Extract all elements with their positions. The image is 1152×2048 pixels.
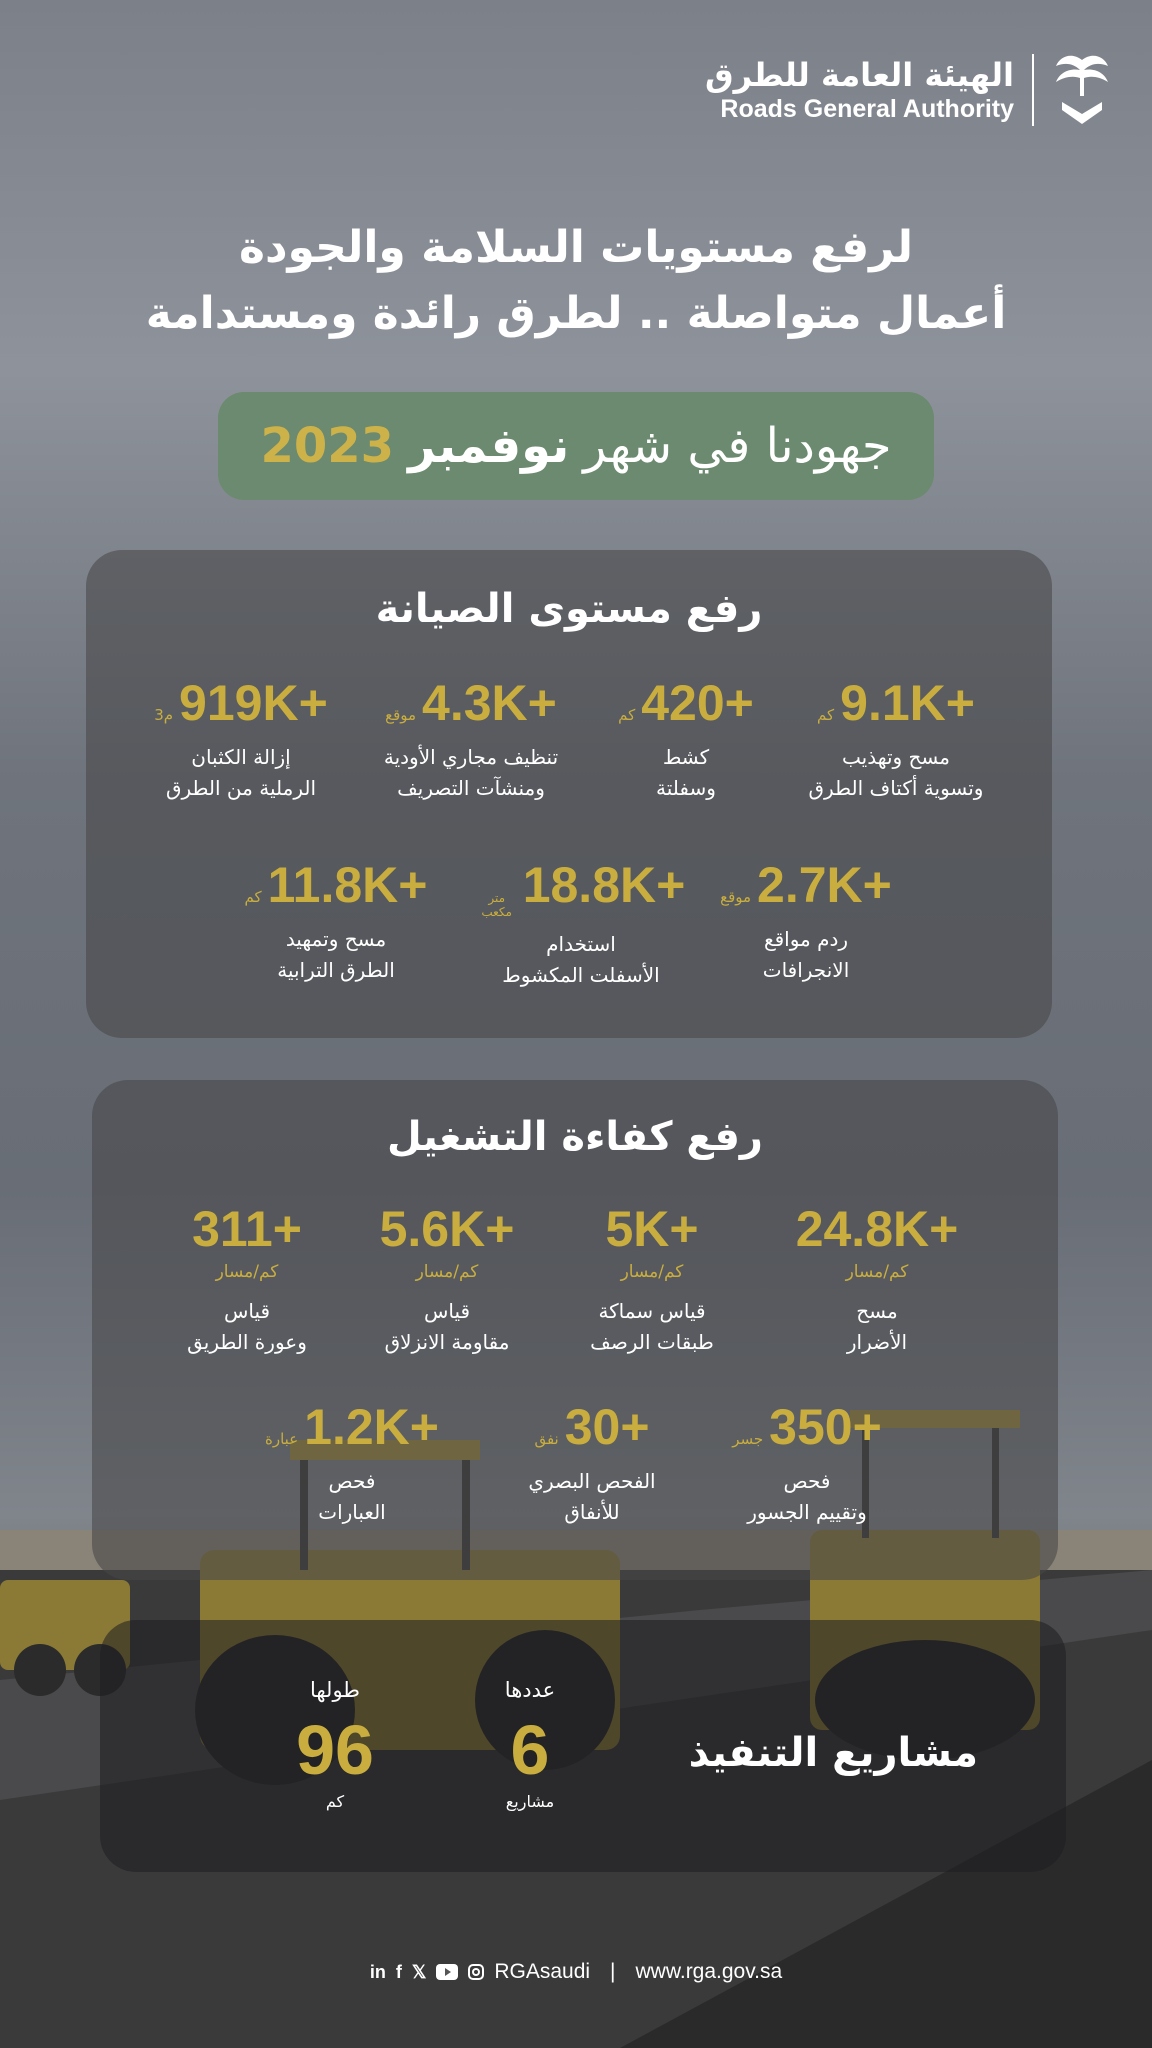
org-name-english: Roads General Authority — [720, 95, 1014, 123]
operations-stat: 24.8K+ كم/مسار مسح الأضرار — [795, 1201, 959, 1354]
projects-count-unit: مشاريع — [505, 1792, 555, 1811]
operations-stat: 5.6K+ كم/مسار قياس مقاومة الانزلاق — [379, 1201, 515, 1354]
x-icon[interactable]: 𝕏 — [411, 1961, 427, 1982]
authority-logo — [705, 52, 1112, 128]
maintenance-stat: كم 11.8K+ مسح وتمهيد الطرق الترابية — [244, 857, 428, 982]
maintenance-stat: موقع 4.3K+ تنظيف مجاري الأودية ومنشآت التصريف — [383, 675, 559, 800]
footer-separator: | — [610, 1960, 616, 1983]
projects-length-value: 96 — [296, 1711, 374, 1789]
operations-panel — [92, 1080, 1058, 1580]
org-name-arabic: الهيئة العامة للطرق — [705, 56, 1014, 94]
headline-line-1: لرفع مستويات السلامة والجودة — [238, 222, 914, 273]
maintenance-panel — [86, 550, 1052, 1038]
youtube-icon[interactable] — [436, 1964, 458, 1980]
maintenance-stat: م3 919K+ إزالة الكثبان الرملية من الطرق — [154, 675, 328, 800]
instagram-icon[interactable] — [468, 1964, 484, 1980]
banner-prefix: جهودنا في شهر — [583, 418, 892, 474]
operations-title: رفع كفاءة التشغيل — [387, 1114, 763, 1160]
projects-count-value: 6 — [510, 1711, 550, 1789]
projects-count-label: عددها — [504, 1678, 556, 1702]
website-link[interactable]: www.rga.gov.sa — [635, 1960, 783, 1983]
social-handle[interactable]: RGAsaudi — [494, 1960, 591, 1983]
maintenance-stat: كم 9.1K+ مسح وتهذيب وتسوية أكتاف الطرق — [808, 675, 984, 800]
linkedin-icon[interactable]: in — [369, 1961, 386, 1982]
operations-stat: عبارة 1.2K+ فحص العبارات — [265, 1399, 439, 1524]
projects-panel — [100, 1620, 1066, 1872]
projects-length-unit: كم — [325, 1792, 345, 1811]
maintenance-title: رفع مستوى الصيانة — [375, 586, 763, 632]
facebook-icon[interactable]: f — [395, 1961, 402, 1982]
maintenance-stat: متر مكعب 18.8K+ استخدام الأسفلت المكشوط — [481, 857, 686, 987]
operations-stat: 311+ كم/مسار قياس وعورة الطريق — [187, 1201, 307, 1354]
operations-stat: نفق 30+ الفحص البصري للأنفاق — [528, 1399, 656, 1524]
footer — [0, 1960, 1152, 1984]
banner-month: نوفمبر — [408, 418, 570, 474]
projects-count — [450, 1678, 610, 1811]
maintenance-stat: موقع 2.7K+ ردم مواقع الانجرافات — [720, 857, 892, 982]
projects-length-label: طولها — [309, 1678, 361, 1702]
maintenance-stat: كم 420+ كشط وسفلتة — [618, 675, 754, 800]
month-banner — [218, 392, 934, 500]
operations-stat: 5K+ كم/مسار قياس سماكة طبقات الرصف — [590, 1201, 714, 1354]
projects-length — [255, 1678, 415, 1811]
logo-divider — [1032, 54, 1034, 126]
headline-line-2: أعمال متواصلة .. لطرق رائدة ومستدامة — [145, 288, 1007, 339]
palm-emblem-icon — [1052, 52, 1112, 128]
banner-year: 2023 — [260, 418, 395, 474]
projects-title: مشاريع التنفيذ — [688, 1730, 978, 1776]
operations-stat: جسر 350+ فحص وتقييم الجسور — [732, 1399, 882, 1524]
